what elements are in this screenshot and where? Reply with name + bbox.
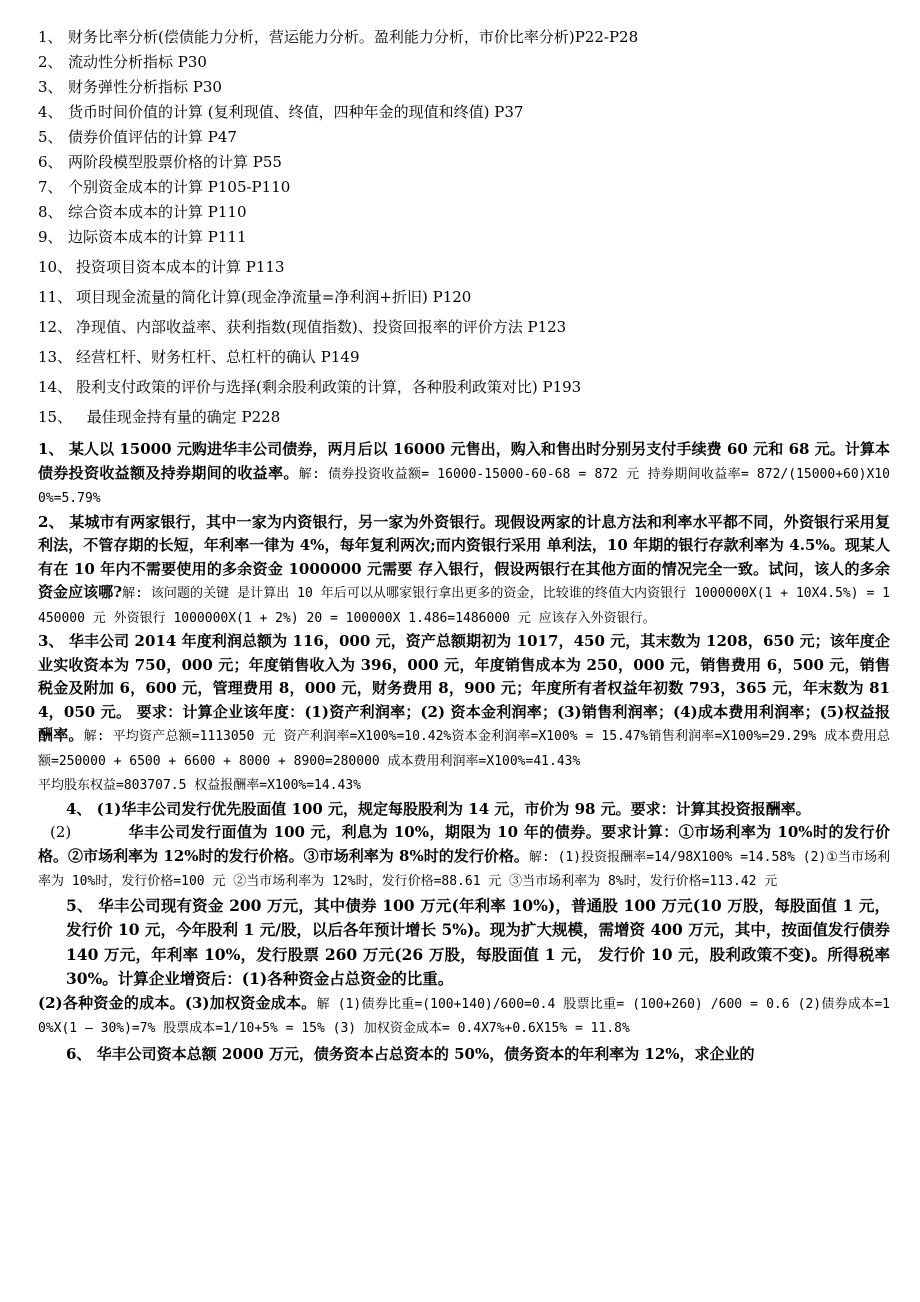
toc-item: 10、 投资项目资本成本的计算 P113: [38, 258, 285, 276]
toc-item: 4、 货币时间价值的计算 (复利现值、终值，四种年金的现值和终值) P37: [38, 103, 524, 121]
problem-part-number: (2): [50, 823, 72, 841]
problem-question: 4、 (1)华丰公司发行优先股面值 100 元，规定每股股利为 14 元，市价为 98 元。要求：计算其投资报酬率。: [66, 799, 811, 818]
problem-solution: 平均股东权益=803707.5 权益报酬率=X100%=14.43%: [38, 778, 362, 793]
problem-question: 2、 某城市有两家银行，其中一家为内资银行，另一家为外资银行。现假设两家的计息方法和利率水平都不同，外资银行采用复利法，不管存期的长短，年利率一律为 4%，每年复利两次;而内资银行采用 单利法，10 年期的银行存款利率为 4.5%。现某人有在 10 年内不需要使用的多余资金 1000000 元需要 存入银行，假设两银行在其他方面的情况完全一致。试问，该人的多余资金应该哪?: [38, 512, 890, 601]
problem-question: 华丰公司发行面值为 100 元，利息为 10%，期限为 10 年的债券。要求计算：①市场利率为 10%时的发行价格。②市场利率为 12%时的发行价格。③市场利率为 8%时的发行价格。: [38, 823, 890, 865]
toc-item: 3、 财务弹性分析指标 P30: [38, 78, 222, 96]
problem-5-continued: [38, 992, 890, 1041]
problem-section: [38, 438, 890, 1066]
problem-solution: 解 (1)债券比重=(100+140)/600=0.4 股票比重= (100+260) /600 = 0.6 (2)债券成本=10%X(1 — 30%)=7% 股票成本=1/10+5% = 15% (3) 加权资金成本= 0.4X7%+0.6X15% = 11.8%: [38, 996, 890, 1036]
problem-question: 1、 某人以 15000 元购进华丰公司债券，两月后以 16000 元售出，购入和售出时分别另支付手续费 60 元和 68 元。计算本债券投资收益额及持券期间的收益率。: [38, 440, 890, 482]
toc-item: 12、 净现值、内部收益率、获利指数(现值指数)、投资回报率的评价方法 P123: [38, 318, 567, 336]
problem-question: 5、 华丰公司现有资金 200 万元，其中债券 100 万元(年利率 10%)，普通股 100 万元(10 万股，每股面值 1 元，发行价 10 元，今年股利 1 元/股，以后各年预计增长 5%)。现为扩大规模，需增资 400 万元，其中，按面值发行债券 140 万元，年利率 10%，发行股票 260 万元(26 万股，每股面值 1 元， 发行价 10 元，股利政策不变)。所得税率 30%。计算企业增资后：(1)各种资金占总资金的比重。: [66, 895, 890, 988]
problem-3-continued: [38, 773, 890, 798]
problem-1: [38, 438, 890, 511]
problem-3: [38, 630, 890, 773]
problem-6: [38, 1043, 890, 1067]
problem-5: [38, 894, 890, 992]
problem-4-part-2: [38, 821, 890, 894]
toc-item: 2、 流动性分析指标 P30: [38, 53, 207, 71]
toc-item: 8、 综合资本成本的计算 P110: [38, 203, 247, 221]
toc-item: 13、 经营杠杆、财务杠杆、总杠杆的确认 P149: [38, 348, 360, 366]
problem-question: (2)各种资金的成本。(3)加权资金成本。: [38, 993, 317, 1012]
problem-question: 3、 华丰公司 2014 年度利润总额为 116，000 元，资产总额期初为 1017，450 元，其末数为 1208，650 元；该年度企业实收资本为 750，000 元；年度销售收入为 396，000 元，年度销售成本为 250，000 元，销售费用 6，500 元，销售税金及附加 6，600 元，管理费用 8，000 元，财务费用 8，900 元；年度所有者权益年初数 793，365 元，年末数为 814，050 元。 要求：计算企业该年度：(1)资产利润率；(2) 资本金利润率；(3)销售利润率；(4)成本费用利润率；(5)权益报酬率。: [38, 632, 890, 744]
toc-item: 6、 两阶段模型股票价格的计算 P55: [38, 153, 282, 171]
problem-4: [38, 798, 890, 822]
toc-item: 11、 项目现金流量的简化计算(现金净流量=净利润+折旧) P120: [38, 288, 472, 306]
toc-item: 5、 债券价值评估的计算 P47: [38, 128, 237, 146]
toc-item: 7、 个别资金成本的计算 P105-P110: [38, 178, 291, 196]
problem-solution: 解: 该问题的关键 是计算出 10 年后可以从哪家银行拿出更多的资金，比较谁的终值大内资银行 1000000X(1 + 10X4.5%) = 1450000 元 外资银行 1000000X(1 + 2%) 20 = 100000X 1.486=1486000 元 应该存入外资银行。: [38, 586, 890, 626]
toc-item: 1、 财务比率分析(偿债能力分析，营运能力分析。盈利能力分析，市价比率分析)P22-P28: [38, 28, 639, 46]
problem-solution: 解: 债券投资收益额= 16000-15000-60-68 = 872 元 持券期间收益率= 872/(15000+60)X100%=5.79%: [38, 466, 890, 506]
problem-solution: 解: 平均资产总额=1113050 元 资产利润率=X100%=10.42%资本金利润率=X100% = 15.47%销售利润率=X100%=29.29% 成本费用总额=250000 + 6500 + 6600 + 8000 + 8900=280000 成本费用利润率=X100%=41.43%: [38, 729, 890, 769]
toc-item: 14、 股利支付政策的评价与选择(剩余股利政策的计算，各种股利政策对比) P193: [38, 378, 582, 396]
problem-question: 6、 华丰公司资本总额 2000 万元，债务资本占总资本的 50%，债务资本的年利率为 12%，求企业的: [66, 1044, 755, 1063]
toc-item: 15、 最佳现金持有量的确定 P228: [38, 408, 281, 426]
toc-item: 9、 边际资本成本的计算 P111: [38, 228, 247, 246]
problem-2: [38, 511, 890, 631]
problem-solution: 解: (1)投资报酬率=14/98X100% =14.58% (2)①当市场利率为 10%时，发行价格=100 元 ②当市场利率为 12%时，发行价格=88.61 元 ③当市场利率为 8%时，发行价格=113.42 元: [38, 849, 891, 889]
